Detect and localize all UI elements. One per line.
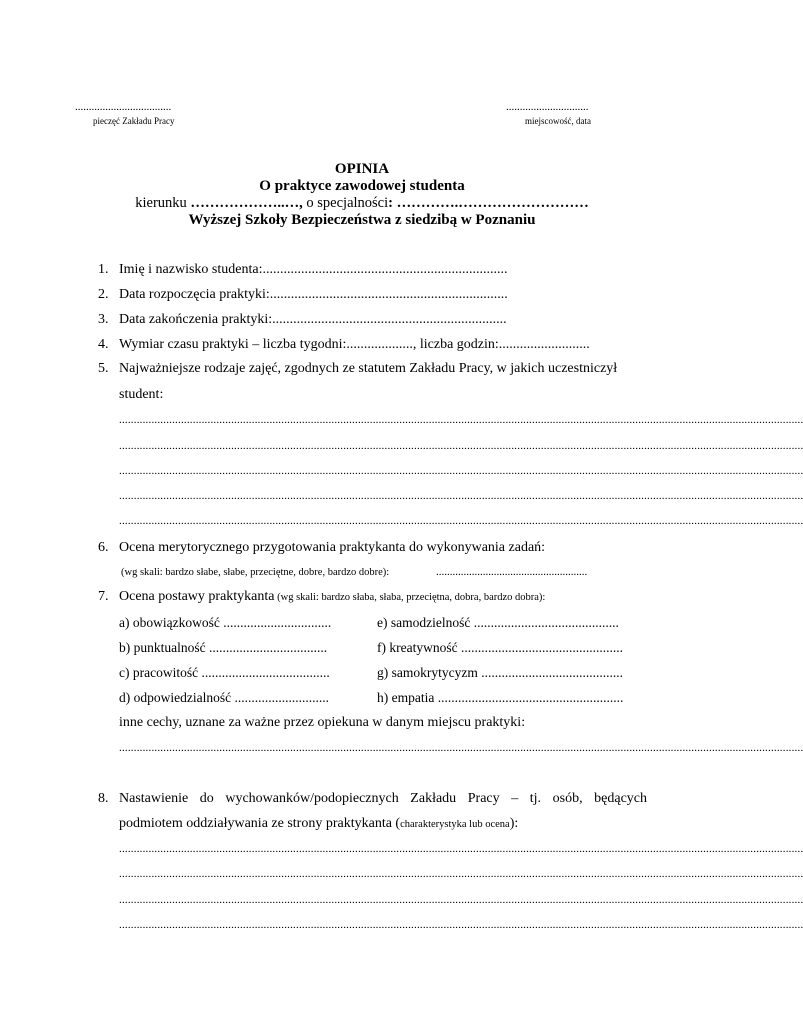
item-7-scale: (wg skali: bardzo słaba, słaba, przeciętna, dobra, bardzo dobra): <box>274 592 546 603</box>
answer-line: ........................................................................................................................................................................................................................................ <box>119 515 803 527</box>
item-2-start-date: Data rozpoczęcia praktyki:.................................................................... <box>119 287 508 302</box>
stamp-dots: ................................... <box>75 101 172 113</box>
item-8-text: podmiotem oddziaływania ze strony praktykanta ( <box>119 816 401 831</box>
specialty-dots: : ………….……………………… <box>388 195 589 211</box>
answer-line: ........................................................................................................................................................................................................................................ <box>119 742 803 754</box>
stamp-label: pieczęć Zakładu Pracy <box>93 116 175 126</box>
item-4-duration: Wymiar czasu praktyki – liczba tygodni:..................., liczba godzin:.......................... <box>119 337 590 352</box>
specialty-label: o specjalności <box>302 195 389 211</box>
item-8-number: 8. <box>98 791 109 806</box>
trait-f: f) kreatywność ................................................ <box>377 640 623 655</box>
item-6-number: 6. <box>98 540 109 555</box>
field-label: kierunku <box>135 195 191 211</box>
field-specialty-line <box>0 195 724 212</box>
item-8-attitude-cont <box>119 816 518 832</box>
item-1-student-name: Imię i nazwisko studenta:...................................................................... <box>119 262 508 277</box>
item-8-attitude-to-wards: Nastawienie do wychowanków/podopiecznych Zakładu Pracy – tj. osób, będących <box>119 791 647 806</box>
answer-line: ........................................................................................................................................................................................................................................ <box>119 894 803 906</box>
answer-line: ........................................................................................................................................................................................................................................ <box>119 843 803 855</box>
field-dots: ………………..…, <box>190 195 303 211</box>
doc-title: OPINIA <box>334 161 390 177</box>
trait-d: d) odpowiedzialność ............................ <box>119 690 329 705</box>
item-4-number: 4. <box>98 337 109 352</box>
item-7-number: 7. <box>98 589 109 604</box>
item-5-activities: Najważniejsze rodzaje zajęć, zgodnych ze statutem Zakładu Pracy, w jakich uczestniczył <box>119 361 618 376</box>
item-5-activities-cont: student: <box>119 387 164 402</box>
item-8-end: ): <box>509 816 519 831</box>
item-7-other-traits: inne cechy, uznane za ważne przez opiekuna w danym miejscu praktyki: <box>119 715 526 730</box>
item-7-attitude <box>119 589 545 605</box>
place-date-dots: .............................. <box>506 101 589 113</box>
trait-e: e) samodzielność ........................................... <box>377 615 619 630</box>
trait-c: c) pracowitość ...................................... <box>119 665 330 680</box>
item-1-number: 1. <box>98 262 109 277</box>
item-3-end-date: Data zakończenia praktyki:................................................................... <box>119 312 507 327</box>
doc-subtitle: O praktyce zawodowej studenta <box>259 178 465 194</box>
trait-b: b) punktualność ................................... <box>119 640 328 655</box>
item-2-number: 2. <box>98 287 109 302</box>
answer-line: ........................................................................................................................................................................................................................................ <box>119 490 803 502</box>
item-5-number: 5. <box>98 361 109 376</box>
answer-line: ........................................................................................................................................................................................................................................ <box>119 868 803 880</box>
answer-line: ........................................................................................................................................................................................................................................ <box>119 919 803 931</box>
trait-a: a) obowiązkowość ................................ <box>119 615 332 630</box>
school-name: Wyższej Szkoły Bezpieczeństwa z siedzibą w Poznaniu <box>188 212 536 228</box>
item-8-small: charakterystyka lub ocena <box>400 819 510 830</box>
answer-line: ........................................................................................................................................................................................................................................ <box>119 414 803 426</box>
item-7-label: Ocena postawy praktykanta <box>119 589 275 604</box>
item-6-scale: (wg skali: bardzo słabe, słabe, przeciętne, dobre, bardzo dobre): <box>121 567 390 578</box>
place-date-label: miejscowość, data <box>525 116 591 126</box>
answer-line: ........................................................................................................................................................................................................................................ <box>119 440 803 452</box>
trait-g: g) samokrytycyzm .......................................... <box>377 665 623 680</box>
item-6-assessment: Ocena merytorycznego przygotowania praktykanta do wykonywania zadań: <box>119 540 546 555</box>
item-3-number: 3. <box>98 312 109 327</box>
item-6-answer-dots: ....................................................... <box>436 566 588 578</box>
trait-h: h) empatia ....................................................... <box>377 690 624 705</box>
answer-line: ........................................................................................................................................................................................................................................ <box>119 465 803 477</box>
